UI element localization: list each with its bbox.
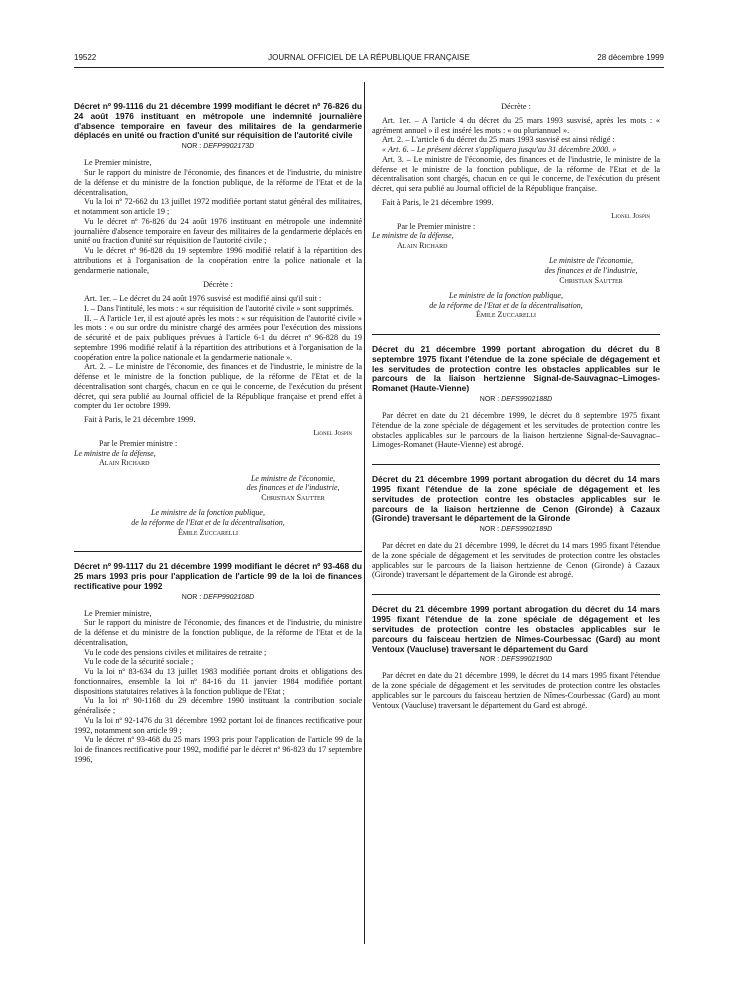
decree-abrogation-sauvagnac [372,334,660,450]
minister-economy-title: Le ministre de l'économie, [250,473,336,483]
page-header [74,53,664,67]
minister-defense-title: Le ministre de la défense, [74,448,156,458]
minister-fp-title-2: de la réforme de l'Etat et de la décentralisation, [131,518,285,528]
minister-fp-title-2: de la réforme de l'Etat et de la décentralisation, [429,300,583,310]
decrete-heading: Décrète : [203,280,233,290]
decree-title: Décret du 21 décembre 1999 portant abrogation du décret du 14 mars 1995 fixant l'étendue de la zone spéciale de dégagement et les servitudes de protection contre les obstacles applicables sur le parcours de la liaison hertzienne de Cenon (Gironde) à Cazaux (Gironde) traversant le département de la Gironde [372,474,660,524]
paragraph: Vu le décret nº 76-826 du 24 août 1976 instituant en métropole une indemnité journalière d'absence temporaire en faveur des militaires de la gendarmerie déplacés en unité ou fraction d'unité sur réquisition de l'autorité civile ; [74,216,362,246]
paragraph: Vu la loi nº 72-662 du 13 juillet 1972 modifiée portant statut général des militaires, et notamment son article 19 ; [74,197,362,217]
paragraph: Le Premier ministre, [84,158,152,168]
decree-title: Décret du 21 décembre 1999 portant abrogation du décret du 8 septembre 1975 fixant l'étendue de la zone spéciale de dégagement et les servitudes de protection contre les obstacles applicables sur le parcours de la liaison hertzienne Signal-de-Sauvagnac–Limoges-Romanet (Haute-Vienne) [372,343,660,394]
minister-economy-title: Le ministre de l'économie, [548,256,634,266]
paragraph: Vu la loi nº 92-1476 du 31 décembre 1992 portant loi de finances rectificative pour 1992, notamment son article 99 ; [74,715,362,735]
minister-fp-name: Émile Zuccarelli [475,310,537,320]
article-3: Art. 3. – Le ministre de l'économie, des finances et de l'industrie, le ministre de la défense et le ministre de la fonction publique, de la réforme de l'Etat et de la décentralisation sont chargés, chacun en ce qui le concerne, de l'exécution du présent décret, qui sera publié au Journal officiel de la République française. [372,154,660,194]
minister-fp-title: Le ministre de la fonction publique, [449,291,563,301]
nor-reference: NOR : DEFS9902188D [479,396,553,404]
par-le-premier-ministre: Par le Premier ministre : [397,221,476,231]
nor-reference: NOR : DEFS9902190D [479,656,553,664]
decree-99-1117-continued [372,102,660,320]
paragraph: Sur le rapport du ministre de l'économie, des finances et de l'industrie, du ministre de la défense et du ministre de la fonction publique, de la réforme de l'Etat et de la décentralisation, [74,168,362,197]
decree-abrogation-cenon [372,464,660,580]
right-column [372,102,660,724]
column-separator [364,82,365,944]
decrete-heading: Décrète : [501,102,531,111]
decree-title: Décret nº 99-1116 du 21 décembre 1999 modifiant le décret nº 76-826 du 24 août 1976 instituant en métropole une indemnité journalière d'absence temporaire en faveur des militaires de la gendarmerie déplacés en unité ou fraction d'unité sur réquisition de l'autorité civile [74,101,362,141]
signatory-pm: Lionel Jospin [611,210,650,220]
minister-fp-name: Émile Zuccarelli [177,527,239,537]
par-le-premier-ministre: Par le Premier ministre : [99,438,178,448]
minister-defense-name: Alain Richard [397,240,448,250]
issue-date: 28 décembre 1999 [597,53,664,62]
article-2: Art. 2. – Le ministre de l'économie, des finances et de l'industrie, le ministre de la défense et le ministre de la fonction publique, de la réforme de l'Etat et de la décentralisation sont chargés, chacun en ce qui le concerne, de l'exécution du présent décret, qui sera publié au Journal officiel de la République française et prend effet à compter du 1er octobre 1999. [74,362,362,411]
nor-reference: NOR : DEFP9902173D [181,143,255,151]
paragraph: Sur le rapport du ministre de l'économie, des finances et de l'industrie, du ministre de la défense et du ministre de la fonction publique, de la réforme de l'Etat et de la décentralisation, [74,618,362,647]
decree-title: Décret nº 99-1117 du 21 décembre 1999 modifiant le décret nº 93-468 du 25 mars 1993 pris pour l'application de l'article 99 de la loi de finances rectificative pour 1992 [74,561,362,591]
paragraph: Le Premier ministre, [84,608,152,618]
article-1-i: I. – Dans l'intitulé, les mots : « sur réquisition de l'autorité civile » sont supprimés. [84,303,354,313]
nor-reference: NOR : DEFP9902108D [181,593,255,601]
minister-defense-name: Alain Richard [99,458,150,468]
minister-economy-title-2: des finances et de l'industrie, [246,483,340,493]
minister-defense-title: Le ministre de la défense, [372,231,454,241]
paragraph: Vu la loi nº 83-634 du 13 juillet 1983 modifiée portant droits et obligations des fonctionnaires, ensemble la loi nº 84-16 du 11 janvier 1984 modifiée portant dispositions statutaires relatives à la fonction publique de l'Etat ; [74,667,362,696]
signatory-pm: Lionel Jospin [313,427,352,437]
paragraph: Vu le décret nº 93-468 du 25 mars 1993 pris pour l'application de l'article 99 de la loi de finances rectificative pour 1992, modifié par le décret nº 96-823 du 17 septembre 1996, [74,735,362,764]
decree-99-1117 [74,551,362,764]
journal-title: JOURNAL OFFICIEL DE LA RÉPUBLIQUE FRANÇAISE [268,53,470,62]
article-2: Art. 2. – L'article 6 du décret du 25 mars 1993 susvisé est ainsi rédigé : [382,135,615,145]
paragraph: Par décret en date du 21 décembre 1999, le décret du 14 mars 1995 fixant l'étendue de la zone spéciale de dégagement et les servitudes de protection contre les obstacles applicables sur le parcours du faisceau hertzien de Nîmes-Courbessac (Gard) au mont Ventoux (Vaucluse) traversant le département du Gard est abrogé. [372,671,660,710]
article-1: Art. 1er. – Le décret du 24 août 1976 susvisé est modifié ainsi qu'il suit : [84,294,322,304]
decree-abrogation-nimes [372,594,660,710]
left-column [74,102,362,779]
article-1: Art. 1er. – A l'article 4 du décret du 25 mars 1993 susvisé, après les mots : « agrément annuel » il est inséré les mots : « ou pluriannuel ». [372,115,660,135]
paragraph: Vu la loi nº 90-1168 du 29 décembre 1990 instituant la contribution sociale généralisée ; [74,696,362,716]
article-6-quote: « Art. 6. – Le présent décret s'appliquera jusqu'au 31 décembre 2000. » [382,145,617,155]
minister-fp-title: Le ministre de la fonction publique, [151,508,265,518]
minister-economy-title-2: des finances et de l'industrie, [544,265,638,275]
fait-a-paris: Fait à Paris, le 21 décembre 1999. [84,415,196,425]
paragraph: Vu le décret nº 96-828 du 19 septembre 1996 modifié relatif à la répartition des attributions et à l'organisation de la coopération entre la police nationale et la gendarmerie nationale, [74,246,362,275]
nor-reference: NOR : DEFS9902189D [479,526,553,534]
fait-a-paris: Fait à Paris, le 21 décembre 1999. [382,197,494,207]
page-number: 19522 [74,53,97,62]
decree-99-1116 [74,102,362,537]
decree-title: Décret du 21 décembre 1999 portant abrogation du décret du 14 mars 1995 fixant l'étendue de la zone spéciale de dégagement et les servitudes de protection contre les obstacles applicables sur le parcours du faisceau hertzien de Nîmes-Courbessac (Gard) au mont Ventoux (Vaucluse) traversant le département du Gard [372,604,660,654]
paragraph: Vu le code de la sécurité sociale ; [84,657,194,667]
minister-economy-name: Christian Sautter [559,275,623,285]
paragraph: Vu le code des pensions civiles et militaires de retraite ; [84,647,267,657]
paragraph: Par décret en date du 21 décembre 1999, le décret du 8 septembre 1975 fixant l'étendue de la zone spéciale de dégagement et les servitudes de protection contre les obstacles applicables sur le parcours de la liaison hertzienne Signal-de-Sauvagnac–Limoges-Romanet (Haute-Vienne) est abrogé. [372,411,660,450]
header-rule [74,67,664,68]
minister-economy-name: Christian Sautter [261,492,325,502]
paragraph: Par décret en date du 21 décembre 1999, le décret du 14 mars 1995 fixant l'étendue de la zone spéciale de dégagement et les servitudes de protection contre les obstacles applicables sur le parcours de la liaison hertzienne de Cenon (Gironde) à Cazaux (Gironde) traversant le département de la Gironde est abrogé. [372,541,660,580]
article-1-ii: II. – A l'article 1er, il est ajouté après les mots : « sur réquisition de l'autorité civile » les mots : « ou sur ordre du ministre chargé des armées pour l'exécution des missions de sécurité et de paix publiques prévues à l'article 6-1 du décret nº 96-828 du 19 septembre 1996 modifié relatif à la répartition des attributions et à l'organisation de la coopération entre la police nationale et la gendarmerie nationale ». [74,313,362,362]
